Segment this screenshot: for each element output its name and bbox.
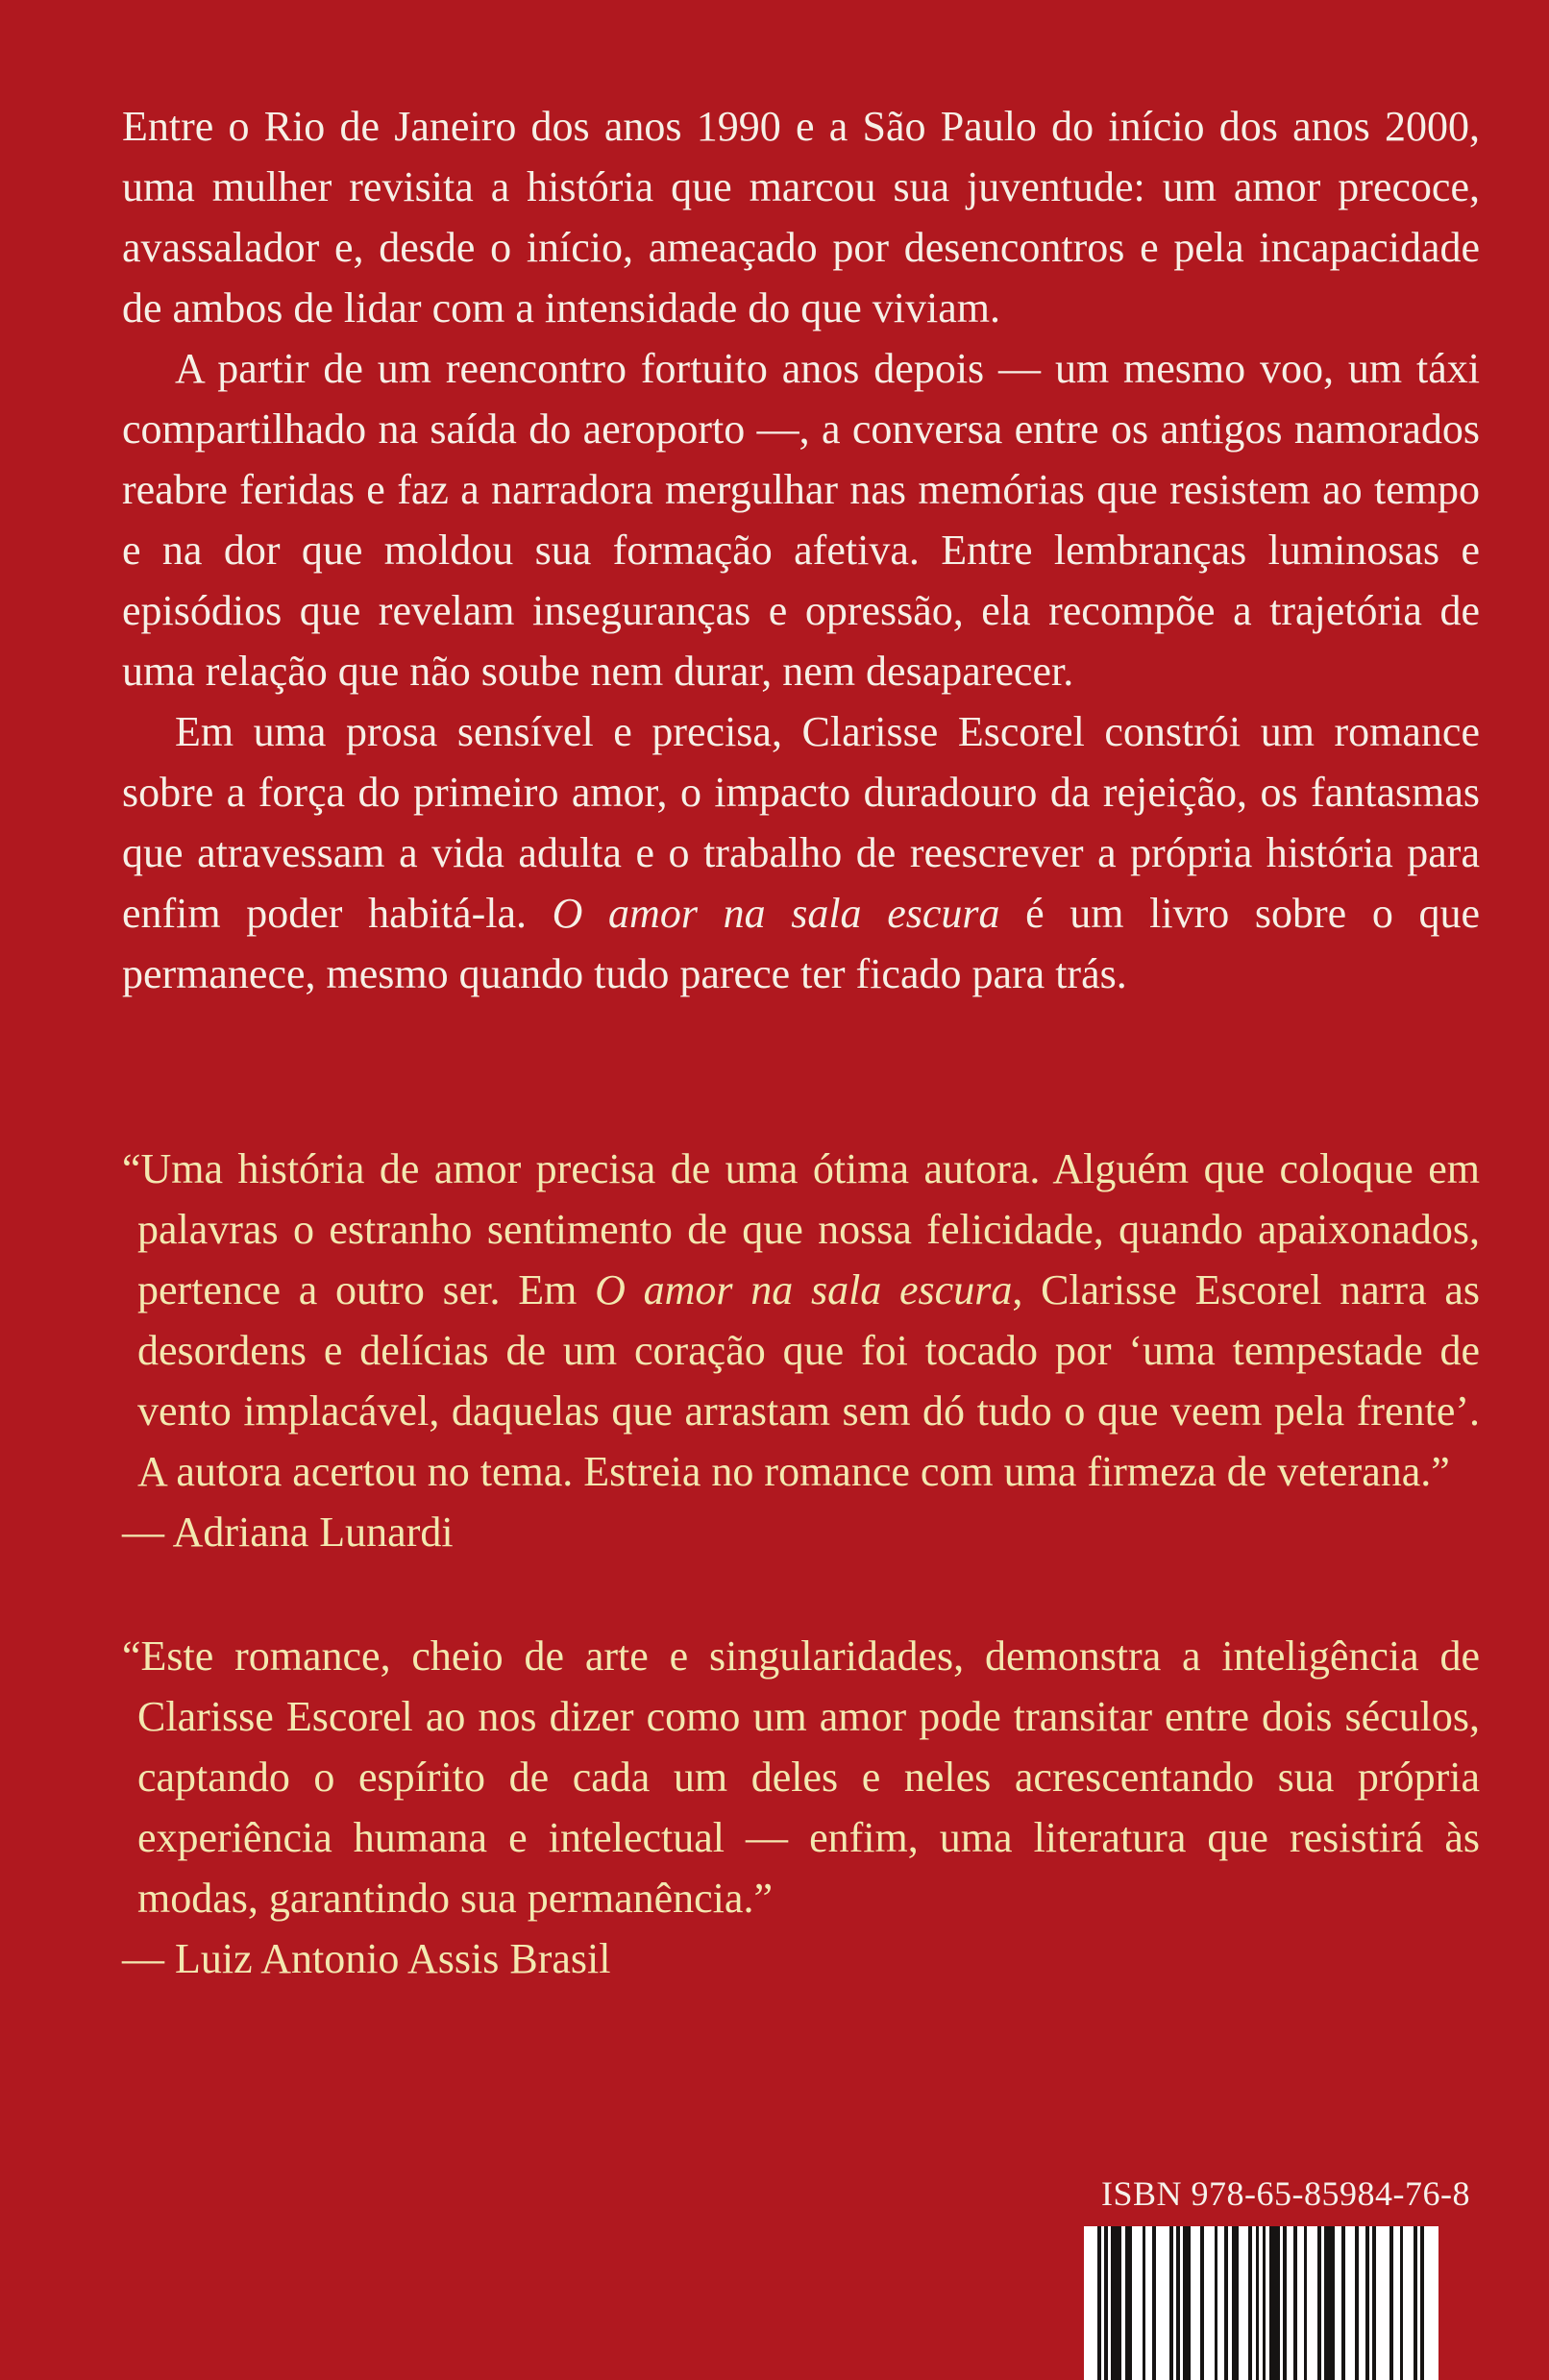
quote-1-text-b: , Clarisse Escorel narra as desordens e delícias de um coração que foi tocado por ‘uma tempestade de vento implacável, daquelas que arrastam sem dó tudo o que veem pela frente’. A autora acertou no tema. Estreia no romance com uma firmeza de veterana.” <box>137 1266 1480 1495</box>
quote-1-book-title-italic: O amor na sala escura <box>595 1266 1013 1313</box>
quote-1-attribution: — Adriana Lunardi <box>122 1509 454 1556</box>
quote-1-text-a: “Uma história de amor precisa de uma ótima autora. Alguém que coloque em palavras o estranho sentimento de que nossa felicidade, quando apaixonados, pertence a outro ser. Em <box>122 1145 1480 1313</box>
isbn-area <box>1084 2170 1470 2380</box>
isbn-row <box>1084 2170 1470 2218</box>
synopsis-paragraph-3-text-b: é um livro sobre o que permanece, mesmo quando tudo parece ter ficado para trás. <box>122 890 1481 997</box>
quote-2-attribution: — Luiz Antonio Assis Brasil <box>122 1935 611 1982</box>
quote-1-text <box>122 1139 1480 1502</box>
isbn-label: ISBN 978-65-85984-76-8 <box>1101 2174 1470 2213</box>
back-cover-text <box>122 96 1480 1989</box>
barcode <box>1084 2226 1438 2380</box>
synopsis-paragraph-1: Entre o Rio de Janeiro dos anos 1990 e a São Paulo do início dos anos 2000, uma mulher revisita a história que marcou sua juventude: um amor precoce, avassalador e, desde o início, ameaçado por desencontros e pela incapacidade de ambos de lidar com a intensidade do que viviam. <box>122 103 1480 331</box>
quote-2-text: “Este romance, cheio de arte e singularidades, demonstra a inteligência de Clarisse Escorel ao nos dizer como um amor pode transitar entre dois séculos, captando o espírito de cada um deles e neles acrescentando sua própria experiência humana e intelectual — enfim, uma literatura que resistirá às modas, garantindo sua permanência.” <box>122 1632 1480 1922</box>
synopsis-paragraph-2: A partir de um reencontro fortuito anos depois — um mesmo voo, um táxi compartilhado na saída do aeroporto —, a conversa entre os antigos namorados reabre feridas e faz a narradora mergulhar nas memórias que resistem ao tempo e na dor que moldou sua formação afetiva. Entre lembranças luminosas e episódios que revelam inseguranças e opressão, ela recompõe a trajetória de uma relação que não soube nem durar, nem desaparecer. <box>122 345 1480 695</box>
synopsis-paragraph-3-text-a: Em uma prosa sensível e precisa, Clarisse Escorel constrói um romance sobre a força do primeiro amor, o impacto duradouro da rejeição, os fantasmas que atravessam a vida adulta e o trabalho de reescrever a própria história para enfim poder habitá-la. <box>122 708 1480 937</box>
blurb-quote-2 <box>122 1626 1480 1989</box>
book-title-italic: O amor na sala escura <box>552 890 1000 937</box>
synopsis-paragraph-3 <box>122 701 1480 1004</box>
barcode-bars <box>1097 2226 1425 2380</box>
blurb-quote-1 <box>122 1139 1480 1562</box>
